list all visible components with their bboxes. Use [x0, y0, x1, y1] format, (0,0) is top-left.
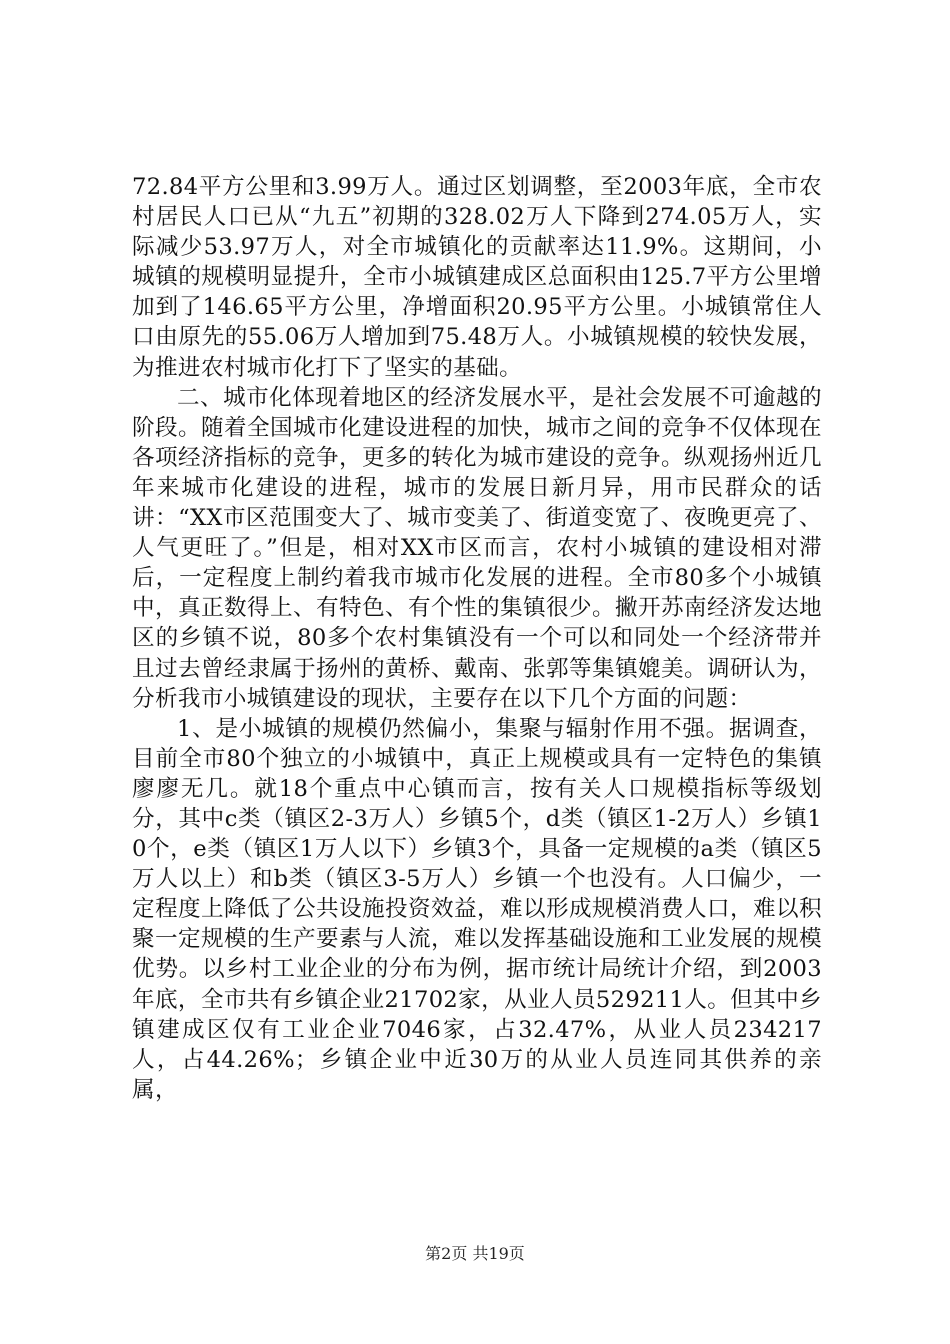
paragraph-point-one: 1、是小城镇的规模仍然偏小，集聚与辐射作用不强。据调查，目前全市80个独立的小城镇中，真正上规模或具有一定特色的集镇廖廖无几。就18个重点中心镇而言，按有关人口规模指标等级划分，其中c类（镇区2-3万人）乡镇5个，d类（镇区1-2万人）乡镇10个，e类（镇区1万人以下）乡镇3个，具备一定规模的a类（镇区5万人以上）和b类（镇区3-5万人）乡镇一个也没有。人口偏少，一定程度上降低了公共设施投资效益，难以形成规模消费人口，难以积聚一定规模的生产要素与人流，难以发挥基础设施和工业发展的规模优势。以乡村工业企业的分布为例，据市统计局统计介绍，到2003年底，全市共有乡镇企业21702家，从业人员529211人。但其中乡镇建成区仅有工业企业7046家，占32.47%，从业人员234217人，占44.26%；乡镇企业中近30万的从业人员连同其供养的亲属， [132, 715, 822, 1103]
paragraph-section-two: 二、城市化体现着地区的经济发展水平，是社会发展不可逾越的阶段。随着全国城市化建设进程的加快，城市之间的竞争不仅体现在各项经济指标的竞争，更多的转化为城市建设的竞争。纵观扬州近几年来城市化建设的进程，城市的发展日新月异，用市民群众的话讲：“XX市区范围变大了、城市变美了、街道变宽了、夜晚更亮了、人气更旺了。”但是，相对XX市区而言，农村小城镇的建设相对滞后，一定程度上制约着我市城市化发展的进程。全市80多个小城镇中，真正数得上、有特色、有个性的集镇很少。撇开苏南经济发达地区的乡镇不说，80多个农村集镇没有一个可以和同处一个经济带并且过去曾经隶属于扬州的黄桥、戴南、张郭等集镇媲美。调研认为，分析我市小城镇建设的现状，主要存在以下几个方面的问题： [132, 384, 822, 712]
document-body [132, 172, 822, 1105]
paragraph-continued: 72.84平方公里和3.99万人。通过区划调整，至2003年底，全市农村居民人口已从“九五”初期的328.02万人下降到274.05万人，实际减少53.97万人，对全市城镇化的贡献率达11.9%。这期间，小城镇的规模明显提升，全市小城镇建成区总面积由125.7平方公里增加到了146.65平方公里，净增面积20.95平方公里。小城镇常住人口由原先的55.06万人增加到75.48万人。小城镇规模的较快发展，为推进农村城市化打下了坚实的基础。 [132, 174, 822, 381]
page-footer [0, 1244, 950, 1264]
page-number-label: 第2页 共19页 [425, 1244, 525, 1263]
